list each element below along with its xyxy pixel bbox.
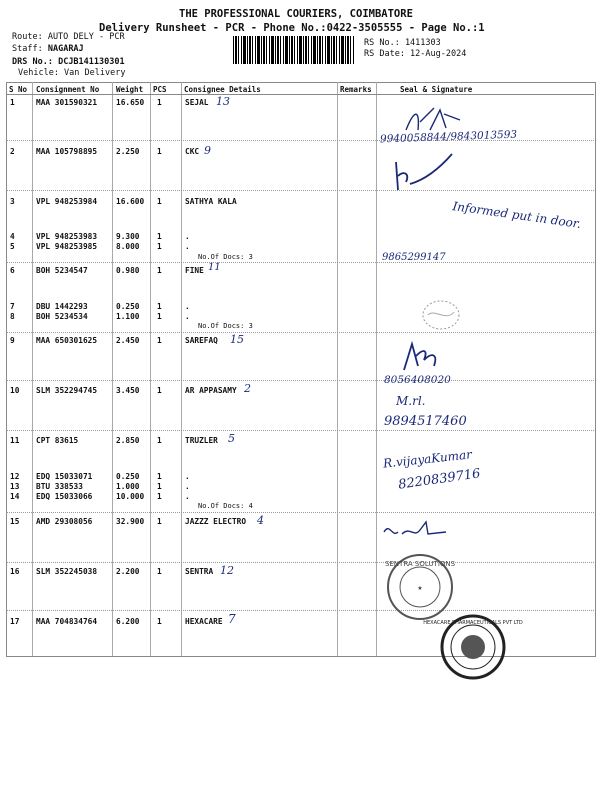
cell-weight: 16.600	[116, 197, 145, 206]
barcode	[233, 36, 355, 64]
handwritten-signature: M.rl.	[396, 394, 426, 408]
cell-consignee: .	[185, 472, 190, 481]
cell-sno: 17	[10, 617, 20, 626]
row-divider	[6, 562, 594, 563]
cell-consignment: BOH 5234547	[36, 266, 88, 275]
cell-consignee: .	[185, 492, 190, 501]
cell-pcs: 1	[157, 232, 162, 241]
handwritten-phone: 9865299147	[382, 252, 446, 263]
cell-weight: 6.200	[116, 617, 140, 626]
cell-consignment: MAA 704834764	[36, 617, 98, 626]
svg-text:★: ★	[417, 585, 423, 592]
staff-label: Staff:	[12, 44, 43, 54]
vehicle-label: Vehicle: Van Delivery	[18, 68, 126, 78]
cell-consignment: CPT 83615	[36, 436, 79, 445]
signature-scribble	[390, 150, 460, 196]
handwritten-count: 13	[216, 95, 230, 108]
cell-sno: 7	[10, 302, 15, 311]
col-header-consignee: Consignee Details	[184, 85, 261, 94]
handwritten-phone: 9940058844/9843013593	[379, 128, 518, 146]
cell-consignee: SEJAL	[185, 98, 209, 107]
cell-pcs: 1	[157, 98, 162, 107]
cell-sno: 8	[10, 312, 15, 321]
cell-weight: 2.250	[116, 147, 140, 156]
cell-weight: 2.200	[116, 567, 140, 576]
cell-weight: 2.450	[116, 336, 140, 345]
staff-name: NAGARAJ	[47, 44, 84, 54]
cell-consignee: .	[185, 242, 190, 251]
cell-sno: 4	[10, 232, 15, 241]
cell-consignee: CKC	[185, 147, 200, 156]
route-label: Route: AUTO DELY - PCR	[12, 32, 125, 42]
cell-consignment: EDQ 15033066	[36, 492, 93, 501]
cell-consignee: .	[185, 302, 190, 311]
cell-consignment: VPL 948253985	[36, 242, 98, 251]
cell-weight: 32.900	[116, 517, 145, 526]
column-divider	[181, 82, 182, 656]
cell-pcs: 1	[157, 302, 162, 311]
cell-pcs: 1	[157, 266, 162, 275]
column-divider	[376, 82, 377, 656]
cell-pcs: 1	[157, 517, 162, 526]
handwritten-count: 12	[220, 564, 234, 577]
cell-consignment: MAA 650301625	[36, 336, 98, 345]
cell-sno: 6	[10, 266, 15, 275]
document-title: THE PROFESSIONAL COURIERS, COIMBATORE	[179, 8, 413, 20]
column-divider	[337, 82, 338, 656]
column-divider	[32, 82, 33, 656]
cell-weight: 1.000	[116, 482, 140, 491]
cell-sno: 3	[10, 197, 15, 206]
seal-text: SENTRA SOLUTIONS	[384, 560, 456, 568]
drs-number: DCJB141130301	[58, 57, 125, 67]
cell-pcs: 1	[157, 567, 162, 576]
cell-consignee: TRUZLER	[185, 436, 218, 445]
row-divider	[6, 332, 594, 333]
cell-weight: 0.250	[116, 472, 140, 481]
cell-consignment: SLM 352245038	[36, 567, 98, 576]
cell-consignment: BOH 5234534	[36, 312, 88, 321]
cell-consignee: FINE	[185, 266, 204, 275]
cell-pcs: 1	[157, 197, 162, 206]
staff-row	[12, 44, 84, 54]
cell-consignment: SLM 352294745	[36, 386, 98, 395]
cell-consignment: MAA 301590321	[36, 98, 98, 107]
handwritten-count: 7	[228, 612, 236, 626]
cell-pcs: 1	[157, 472, 162, 481]
handwritten-count: 5	[228, 432, 235, 445]
cell-sno: 1	[10, 98, 15, 107]
cell-consignee: SAREFAQ	[185, 336, 218, 345]
cell-consignee: HEXACARE	[185, 617, 223, 626]
cell-weight: 9.300	[116, 232, 140, 241]
cell-weight: 10.000	[116, 492, 145, 501]
header-divider	[6, 94, 594, 95]
cell-pcs: 1	[157, 386, 162, 395]
cell-consignment: BTU 338533	[36, 482, 83, 491]
cell-consignee: .	[185, 232, 190, 241]
cell-sno: 2	[10, 147, 15, 156]
cell-sno: 13	[10, 482, 20, 491]
cell-pcs: 1	[157, 312, 162, 321]
signature-scribble	[380, 518, 450, 540]
row-divider	[6, 610, 594, 611]
cell-consignment: EDQ 15033071	[36, 472, 93, 481]
cell-weight: 2.850	[116, 436, 140, 445]
col-header-seal: Seal & Signature	[400, 85, 473, 94]
cell-pcs: 1	[157, 492, 162, 501]
drs-label: DRS No.:	[12, 57, 53, 67]
handwritten-phone: 9894517460	[384, 414, 467, 429]
document-subtitle: Delivery Runsheet - PCR - Phone No.:0422-3505555 - Page No.:1	[99, 22, 485, 34]
cell-sno: 12	[10, 472, 20, 481]
cell-consignee: JAZZZ ELECTRO	[185, 517, 247, 526]
handwritten-count: 15	[230, 333, 244, 346]
cell-pcs: 1	[157, 617, 162, 626]
cell-consignee: .	[185, 482, 190, 491]
cell-consignee: .	[185, 312, 190, 321]
docs-count: No.Of Docs: 4	[198, 502, 253, 510]
column-divider	[112, 82, 113, 656]
rs-date: RS Date: 12-Aug-2024	[364, 49, 467, 59]
cell-pcs: 1	[157, 336, 162, 345]
handwritten-note: Informed put in door.	[451, 199, 582, 231]
cell-pcs: 1	[157, 242, 162, 251]
handwritten-name: R.vijayaKumar	[382, 447, 473, 471]
handwritten-count: 11	[208, 262, 221, 273]
cell-pcs: 1	[157, 147, 162, 156]
drs-row	[12, 57, 125, 67]
company-seal-stamp	[423, 612, 523, 682]
cell-consignment: AMD 29308056	[36, 517, 93, 526]
cell-weight: 1.100	[116, 312, 140, 321]
cell-pcs: 1	[157, 482, 162, 491]
cell-consignment: MAA 105798895	[36, 147, 98, 156]
cell-sno: 15	[10, 517, 20, 526]
stamp-smudge	[418, 298, 464, 332]
signature-scribble	[398, 338, 444, 376]
cell-weight: 16.650	[116, 98, 145, 107]
col-header-consignment: Consignment No	[36, 85, 100, 94]
col-header-sno: S No	[9, 85, 28, 94]
col-header-remarks: Remarks	[340, 85, 372, 94]
docs-count: No.Of Docs: 3	[198, 322, 253, 330]
handwritten-count: 2	[244, 382, 251, 395]
cell-weight: 0.980	[116, 266, 140, 275]
handwritten-phone: 8056408020	[384, 374, 451, 386]
cell-consignee: AR APPASAMY	[185, 386, 237, 395]
cell-sno: 5	[10, 242, 15, 251]
row-divider	[6, 262, 594, 263]
cell-consignee: SENTRA	[185, 567, 214, 576]
cell-consignment: DBU 1442293	[36, 302, 88, 311]
cell-weight: 8.000	[116, 242, 140, 251]
docs-count: No.Of Docs: 3	[198, 253, 253, 261]
cell-weight: 3.450	[116, 386, 140, 395]
cell-sno: 14	[10, 492, 20, 501]
cell-sno: 10	[10, 386, 20, 395]
row-divider	[6, 512, 594, 513]
column-divider	[150, 82, 151, 656]
cell-sno: 9	[10, 336, 15, 345]
cell-sno: 16	[10, 567, 20, 576]
col-header-pcs: PCS	[153, 85, 167, 94]
row-divider	[6, 190, 594, 191]
cell-consignment: VPL 948253984	[36, 197, 98, 206]
handwritten-phone: 8220839716	[397, 466, 482, 493]
cell-consignee: SATHYA KALA	[185, 197, 237, 206]
handwritten-count: 4	[257, 514, 264, 527]
cell-consignment: VPL 948253983	[36, 232, 98, 241]
col-header-weight: Weight	[116, 85, 144, 94]
cell-weight: 0.250	[116, 302, 140, 311]
handwritten-count: 9	[204, 144, 211, 157]
row-divider	[6, 430, 594, 431]
cell-sno: 11	[10, 436, 20, 445]
cell-pcs: 1	[157, 436, 162, 445]
rs-number: RS No.: 1411303	[364, 38, 441, 48]
seal-text: HEXACARE PHARMACEUTICALS PVT LTD	[423, 620, 523, 626]
row-divider	[6, 380, 594, 381]
